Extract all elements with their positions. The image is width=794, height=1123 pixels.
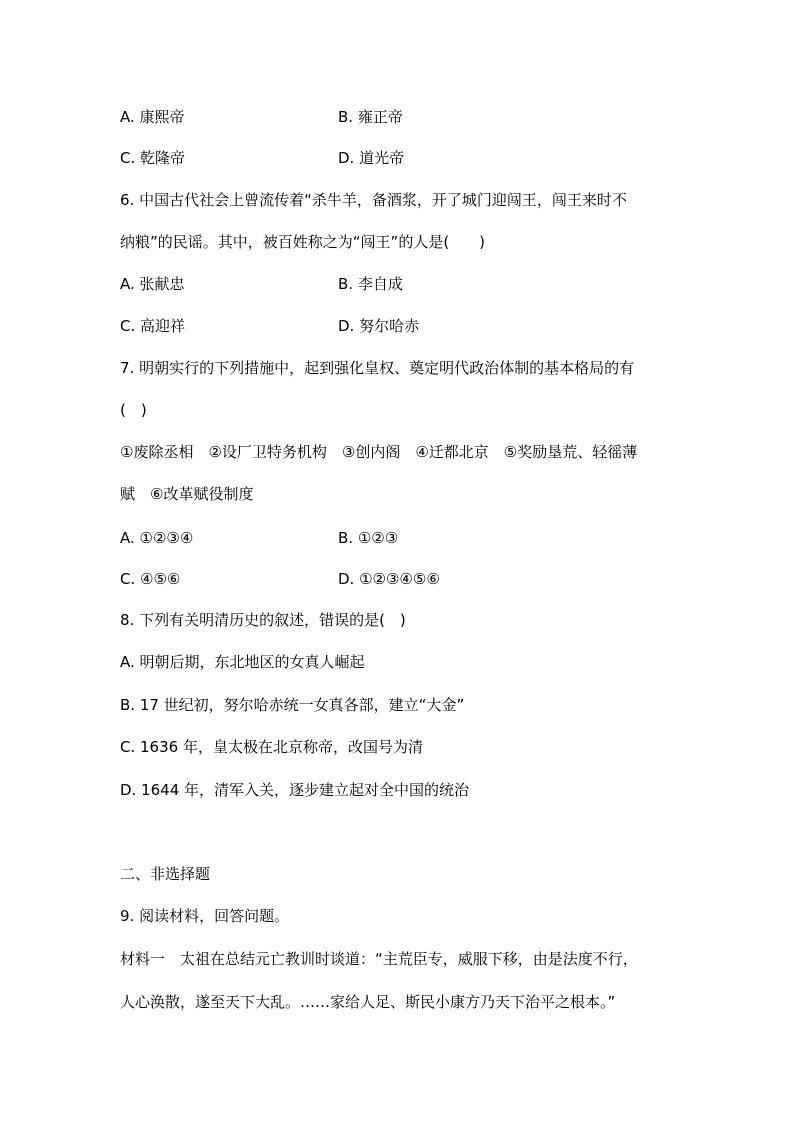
q8-option-c: C. 1636 年，皇太极在北京称帝，改国号为清 bbox=[120, 738, 423, 756]
q9-material1-line1: 材料一 太祖在总结元亡教训时谈道：“主荒臣专，威服下移，由是法度不行， bbox=[120, 950, 638, 968]
q6-option-c: C. 高迎祥 bbox=[120, 317, 186, 335]
q6-stem-line1: 6. 中国古代社会上曾流传着“杀牛羊，备酒浆，开了城门迎闯王，闯王来时不 bbox=[120, 191, 627, 209]
q6-option-a: A. 张献忠 bbox=[120, 275, 185, 293]
q5-option-d: D. 道光帝 bbox=[338, 149, 405, 167]
q8-option-d: D. 1644 年，清军入关，逐步建立起对全中国的统治 bbox=[120, 781, 470, 799]
q7-option-c: C. ④⑤⑥ bbox=[120, 570, 181, 588]
q6-option-d: D. 努尔哈赤 bbox=[338, 317, 420, 335]
section-heading: 二、非选择题 bbox=[120, 865, 211, 883]
q6-stem-line2: 纳粮”的民谣。其中，被百姓称之为“闯王”的人是( ) bbox=[120, 233, 486, 251]
q9-material1-line2: 人心涣散，遂至天下大乱。……家给人足、斯民小康方乃天下治平之根本。” bbox=[120, 993, 616, 1011]
q8-option-b: B. 17 世纪初，努尔哈赤统一女真各部，建立“大金” bbox=[120, 696, 465, 714]
q8-option-a: A. 明朝后期，东北地区的女真人崛起 bbox=[120, 653, 365, 671]
q7-option-d: D. ①②③④⑤⑥ bbox=[338, 570, 440, 588]
q7-items-line1: ①废除丞相 ②设厂卫特务机构 ③创内阁 ④迁都北京 ⑤奖励垦荒、轻徭薄 bbox=[120, 443, 638, 461]
q8-stem: 8. 下列有关明清历史的叙述，错误的是( ) bbox=[120, 611, 406, 629]
q9-stem: 9. 阅读材料，回答问题。 bbox=[120, 907, 290, 925]
q5-option-a: A. 康熙帝 bbox=[120, 108, 185, 126]
q7-stem-line2: ( ) bbox=[120, 401, 147, 419]
q5-option-b: B. 雍正帝 bbox=[338, 108, 403, 126]
q7-stem-line1: 7. 明朝实行的下列措施中，起到强化皇权、奠定明代政治体制的基本格局的有 bbox=[120, 359, 635, 377]
q7-option-a: A. ①②③④ bbox=[120, 529, 194, 547]
q5-option-c: C. 乾隆帝 bbox=[120, 149, 186, 167]
q7-items-line2: 赋 ⑥改革赋役制度 bbox=[120, 485, 254, 503]
q7-option-b: B. ①②③ bbox=[338, 529, 399, 547]
q6-option-b: B. 李自成 bbox=[338, 275, 403, 293]
